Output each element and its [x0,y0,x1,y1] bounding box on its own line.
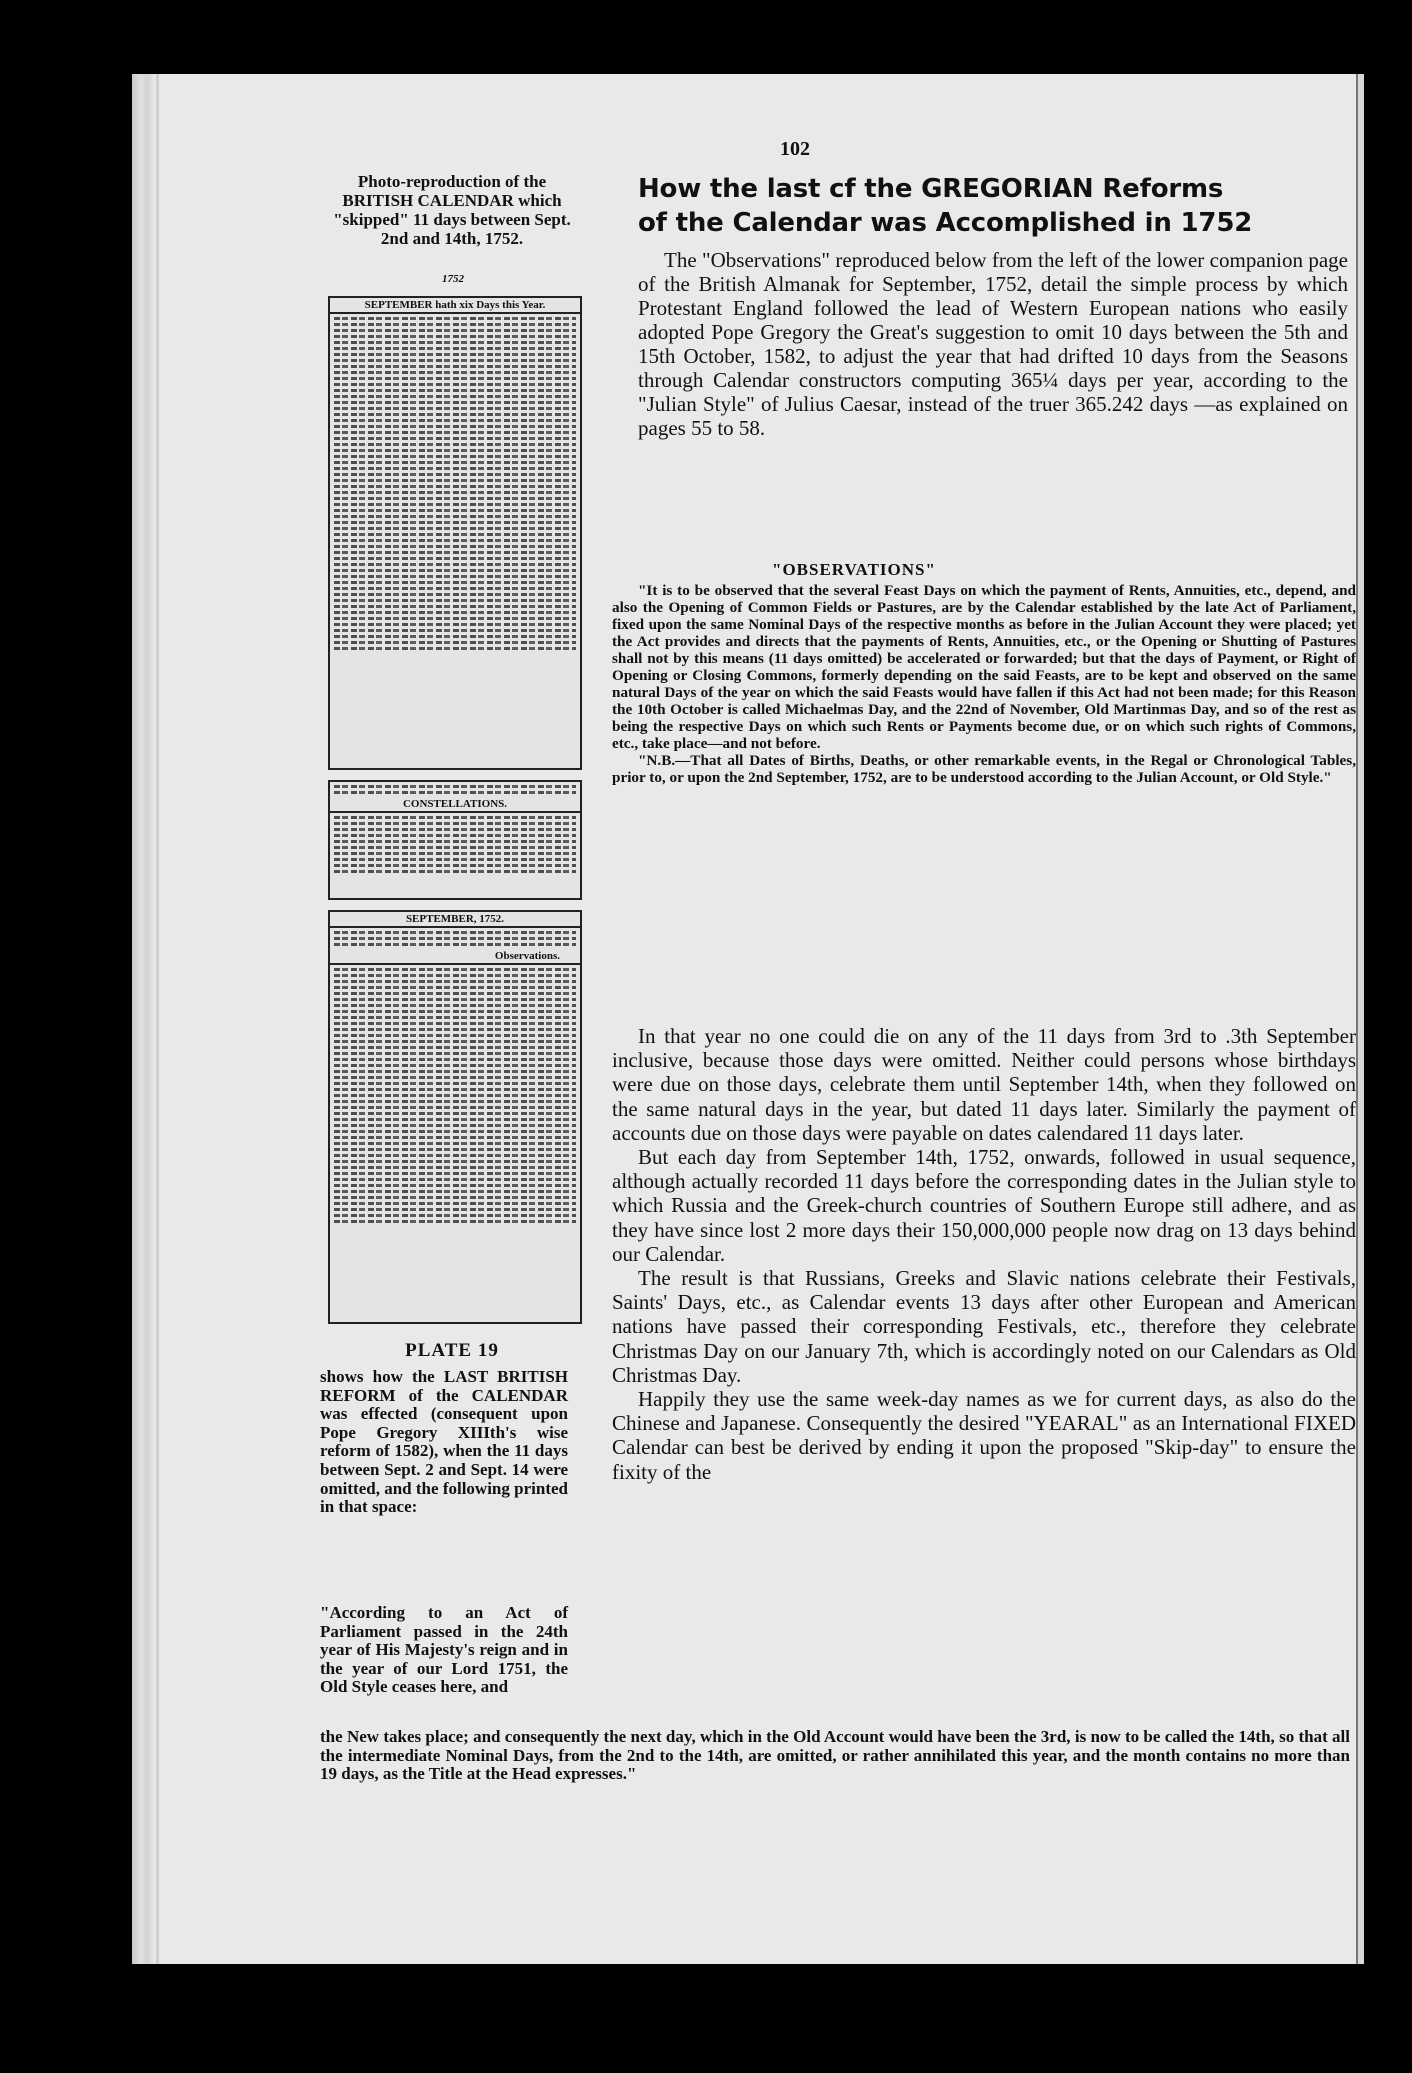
calendar-scan-constellations [328,780,582,900]
title-line-2: of the Calendar was Accomplished in 1752 [638,208,1253,238]
image-caption: Photo-reproduction of the BRITISH CALENDAR which "skipped" 11 days between Sept. 2nd and 14th, 1752. [333,172,571,248]
observations-quote [612,582,1356,786]
observations-paragraph-2: "N.B.—That all Dates of Births, Deaths, or other remarkable events, in the Regal or Chronological Tables, prior to, or upon the 2nd September, 1752, are to be understood according to the Julian Account, or Old Style." [612,752,1356,786]
body-paragraph-1: In that year no one could die on any of the 11 days from 3rd to .3th September inclusive, because those days were omitted. Neither could persons whose birthdays were due on those days, celebrate them until September 14th, when they followed on the same natural days in the year, but dated 11 days later. Similarly the payment of accounts due on those days were payable on dates calendared 11 days later. [612,1024,1356,1145]
intro-text: The "Observations" reproduced below from the left of the lower companion page of the British Almanak for September, 1752, detail the simple process by which Protestant England followed the lead of Western European nations who easily adopted Pope Gregory the Great's suggestion to omit 10 days between the 5th and 15th October, 1582, to adjust the year that had drifted 10 days from the Seasons through Calendar constructors computing 365¼ days per year, according to the "Julian Style" of Julius Caesar, instead of the truer 365.242 days —as explained on pages 55 to 58. [638,248,1348,440]
scan-observations: Observations. [330,949,580,965]
title-line-1: How the last cf the GREGORIAN Reforms [638,174,1224,204]
book-page [132,74,1364,1964]
book-binding [132,74,154,1964]
act-quote-continuation: the New takes place; and consequently the next day, which in the Old Account would have been the 3rd, is now to be called the 14th, so that all the intermediate Nominal Days, from the 2nd to the 14th, are omitted, or rather annihilated this year, and the month contains no more than 19 days, as the Title at the Head expresses." [320,1727,1350,1784]
body-paragraph-3: The result is that Russians, Greeks and Slavic nations celebrate their Festivals, Saints' Days, etc., as Calendar events 13 days after other European and American nations have passed their corresponding Festivals, etc., therefore they celebrate Christmas Day on our January 7th, which is accordingly noted on our Calendars as Old Christmas Day. [612,1266,1356,1387]
facing-page-edge [1356,74,1364,1964]
scan-constellations: CONSTELLATIONS. [330,797,580,813]
scan-header: SEPTEMBER hath xix Days this Year. [330,298,580,314]
calendar-scan-september [328,910,582,1324]
intro-paragraph [638,248,1348,440]
observations-heading: "OBSERVATIONS" [772,560,936,579]
plate-description: shows how the LAST BRITISH REFORM of the CALENDAR was effected (consequent upon Pope Gregory XIIIth's wise reform of 1582), when the 11 days between Sept. 2 and Sept. 14 were omitted, and the following printed in that space: [320,1367,568,1517]
act-quote-start: "According to an Act of Parliament passed in the 24th year of His Majesty's reign and in the year of our Lord 1751, the Old Style ceases here, and [320,1603,568,1697]
observations-paragraph-1: "It is to be observed that the several Feast Days on which the payment of Rents, Annuities, etc., depend, and also the Opening of Common Fields or Pastures, are by the Calendar established by the late Act of Parliament, fixed upon the same Nominal Days of the respective months as before in the Julian Account they were placed; yet the Act provides and directs that the payments of Rents, Annuities, etc., or the Opening or Shutting of Pastures shall not by this means (11 days omitted) be accelerated or forwarded; but that the days of Payment, or Right of Opening or Closing Commons, formerly depending on the said Feasts, are to be kept and observed on the same natural Days of the year on which the said Feasts would have fallen if this Act had not been made; for this Reason the 10th October is called Michaelmas Day, and the 22nd of November, Old Martinmas Day, and so of the rest as being the respective Days on which such Rents or Payments become due, or on which such rights of Commons, etc., take place—and not before. [612,582,1356,752]
page-title [638,172,1348,240]
scan-stamp: 1752 [442,273,464,285]
body-paragraph-4: Happily they use the same week-day names as we for current days, as also do the Chinese and Japanese. Consequently the desired "YEARAL" as an International FIXED Calendar can best be derived by ending it upon the proposed "Skip-day" to ensure the fixity of the [612,1387,1356,1484]
body-text [612,1024,1356,1484]
plate-title: PLATE 19 [405,1340,499,1361]
binding-edge [156,74,159,1964]
body-paragraph-2: But each day from September 14th, 1752, onwards, followed in usual sequence, although actually recorded 11 days before the corresponding dates in the Julian style to which Russia and the Greek-church countries of Southern Europe still adhere, and as they have since lost 2 more days their 150,000,000 people now drag on 13 days behind our Calendar. [612,1145,1356,1266]
scan-september: SEPTEMBER, 1752. [330,912,580,928]
calendar-scan-top [328,296,582,770]
page-number: 102 [780,138,810,160]
